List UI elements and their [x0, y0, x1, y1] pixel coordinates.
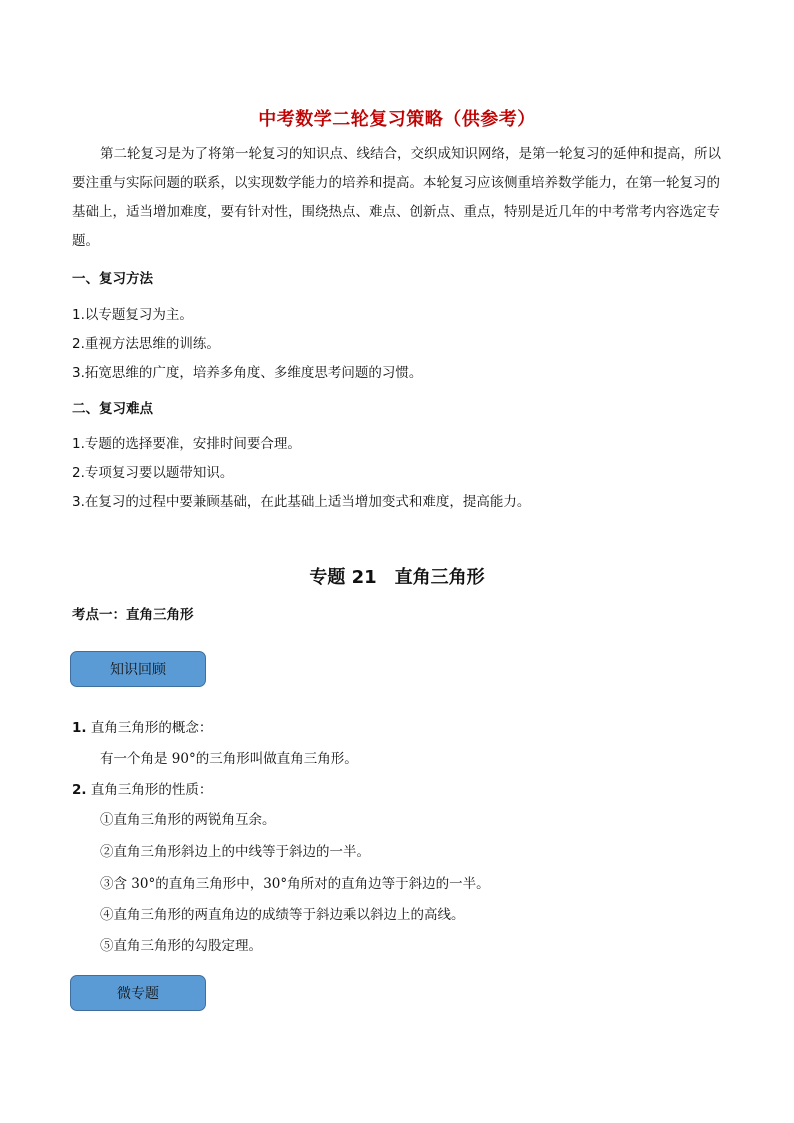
micro-topic-badge: 微专题: [70, 975, 206, 1011]
property-item-4: ④直角三角形的两直角边的成绩等于斜边乘以斜边上的高线。: [100, 907, 465, 923]
section1-item-1: 1.以专题复习为主。: [72, 307, 193, 323]
section2-item-1: 1.专题的选择要准，安排时间要合理。: [72, 436, 301, 452]
topic-title: 专题 21 直角三角形: [309, 567, 485, 588]
knowledge-review-badge: 知识回顾: [70, 651, 206, 687]
section1-item-2: 2.重视方法思维的训练。: [72, 336, 220, 352]
section2-item-3: 3.在复习的过程中要兼顾基础，在此基础上适当增加变式和难度，提高能力。: [72, 494, 531, 510]
property-number: 2.: [72, 782, 87, 798]
property-label: 直角三角形的性质：: [90, 782, 213, 798]
concept-heading: [72, 716, 212, 736]
section2-item-2: 2.专项复习要以题带知识。: [72, 465, 234, 481]
property-item-1: ①直角三角形的两锐角互余。: [100, 812, 276, 828]
property-heading: [72, 778, 212, 798]
intro-paragraph: 第二轮复习是为了将第一轮复习的知识点、线结合，交织成知识网络，是第一轮复习的延伸和提高，所以要注重与实际问题的联系，以实现数学能力的培养和提高。本轮复习应该侧重培养数学能力，在第一轮复习的基础上，适当增加难度，要有针对性，围绕热点、难点、创新点、重点，特别是近几年的中考常考内容选定专题。: [72, 146, 721, 249]
property-item-5: ⑤直角三角形的勾股定理。: [100, 938, 262, 954]
section2-heading: 二、复习难点: [72, 401, 153, 417]
concept-text: 有一个角是 90°的三角形叫做直角三角形。: [100, 751, 358, 767]
property-item-2: ②直角三角形斜边上的中线等于斜边的一半。: [100, 844, 370, 860]
section1-item-3: 3.拓宽思维的广度，培养多角度、多维度思考问题的习惯。: [72, 365, 423, 381]
document-title: 中考数学二轮复习策略（供参考）: [258, 109, 536, 130]
property-item-3: ③含 30°的直角三角形中，30°角所对的直角边等于斜边的一半。: [100, 876, 490, 892]
concept-number: 1.: [72, 720, 87, 736]
concept-label: 直角三角形的概念：: [90, 720, 213, 736]
kaodian-heading: 考点一：直角三角形: [72, 607, 194, 623]
section1-heading: 一、复习方法: [72, 271, 153, 287]
